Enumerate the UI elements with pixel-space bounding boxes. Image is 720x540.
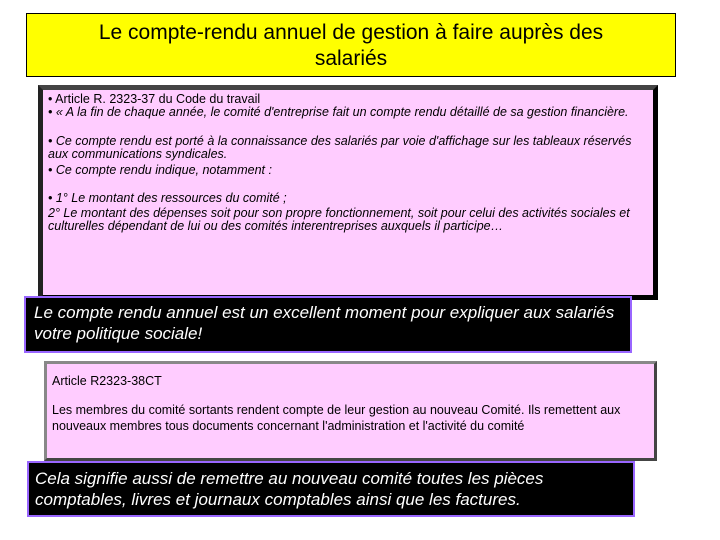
article-contents-intro: • Ce compte rendu indique, notamment : <box>48 163 272 177</box>
article-body: Les membres du comité sortants rendent compte de leur gestion au nouveau Comité. Ils remettent aux nouveaux membres tous documents concernant l'administration et l'activité du comité <box>52 403 621 433</box>
article-r2323-37-box <box>38 85 658 300</box>
highlight-accounting-documents: Cela signifie aussi de remettre au nouveau comité toutes les pièces comptables, livres et journaux comptables ainsi que les factures. <box>27 461 635 517</box>
article-item-expenses: 2° Le montant des dépenses soit pour son propre fonctionnement, soit pour celui des activités sociales et culturelles dépendant de lui ou des comités interentreprises auxquels il participe… <box>48 206 630 233</box>
title-line-1: Le compte-rendu annuel de gestion à faire auprès des <box>98 21 604 44</box>
article-item-resources: • 1° Le montant des ressources du comité ; <box>48 191 287 205</box>
article-display-paragraph: • Ce compte rendu est porté à la connaissance des salariés par voie d'affichage sur les tableaux réservés aux communications syndicales. <box>48 134 632 161</box>
article-quote-intro: • « A la fin de chaque année, le comité d'entreprise fait un compte rendu détaillé de sa gestion financière. <box>48 105 629 119</box>
slide-title <box>26 13 676 77</box>
highlight-social-policy: Le compte rendu annuel est un excellent moment pour expliquer aux salariés votre politique sociale! <box>24 296 632 353</box>
article-r2323-38-box <box>44 361 657 461</box>
article-heading: Article R2323-38CT <box>52 374 162 388</box>
title-line-2: salariés <box>314 47 388 70</box>
article-reference: • Article R. 2323-37 du Code du travail <box>48 92 261 106</box>
